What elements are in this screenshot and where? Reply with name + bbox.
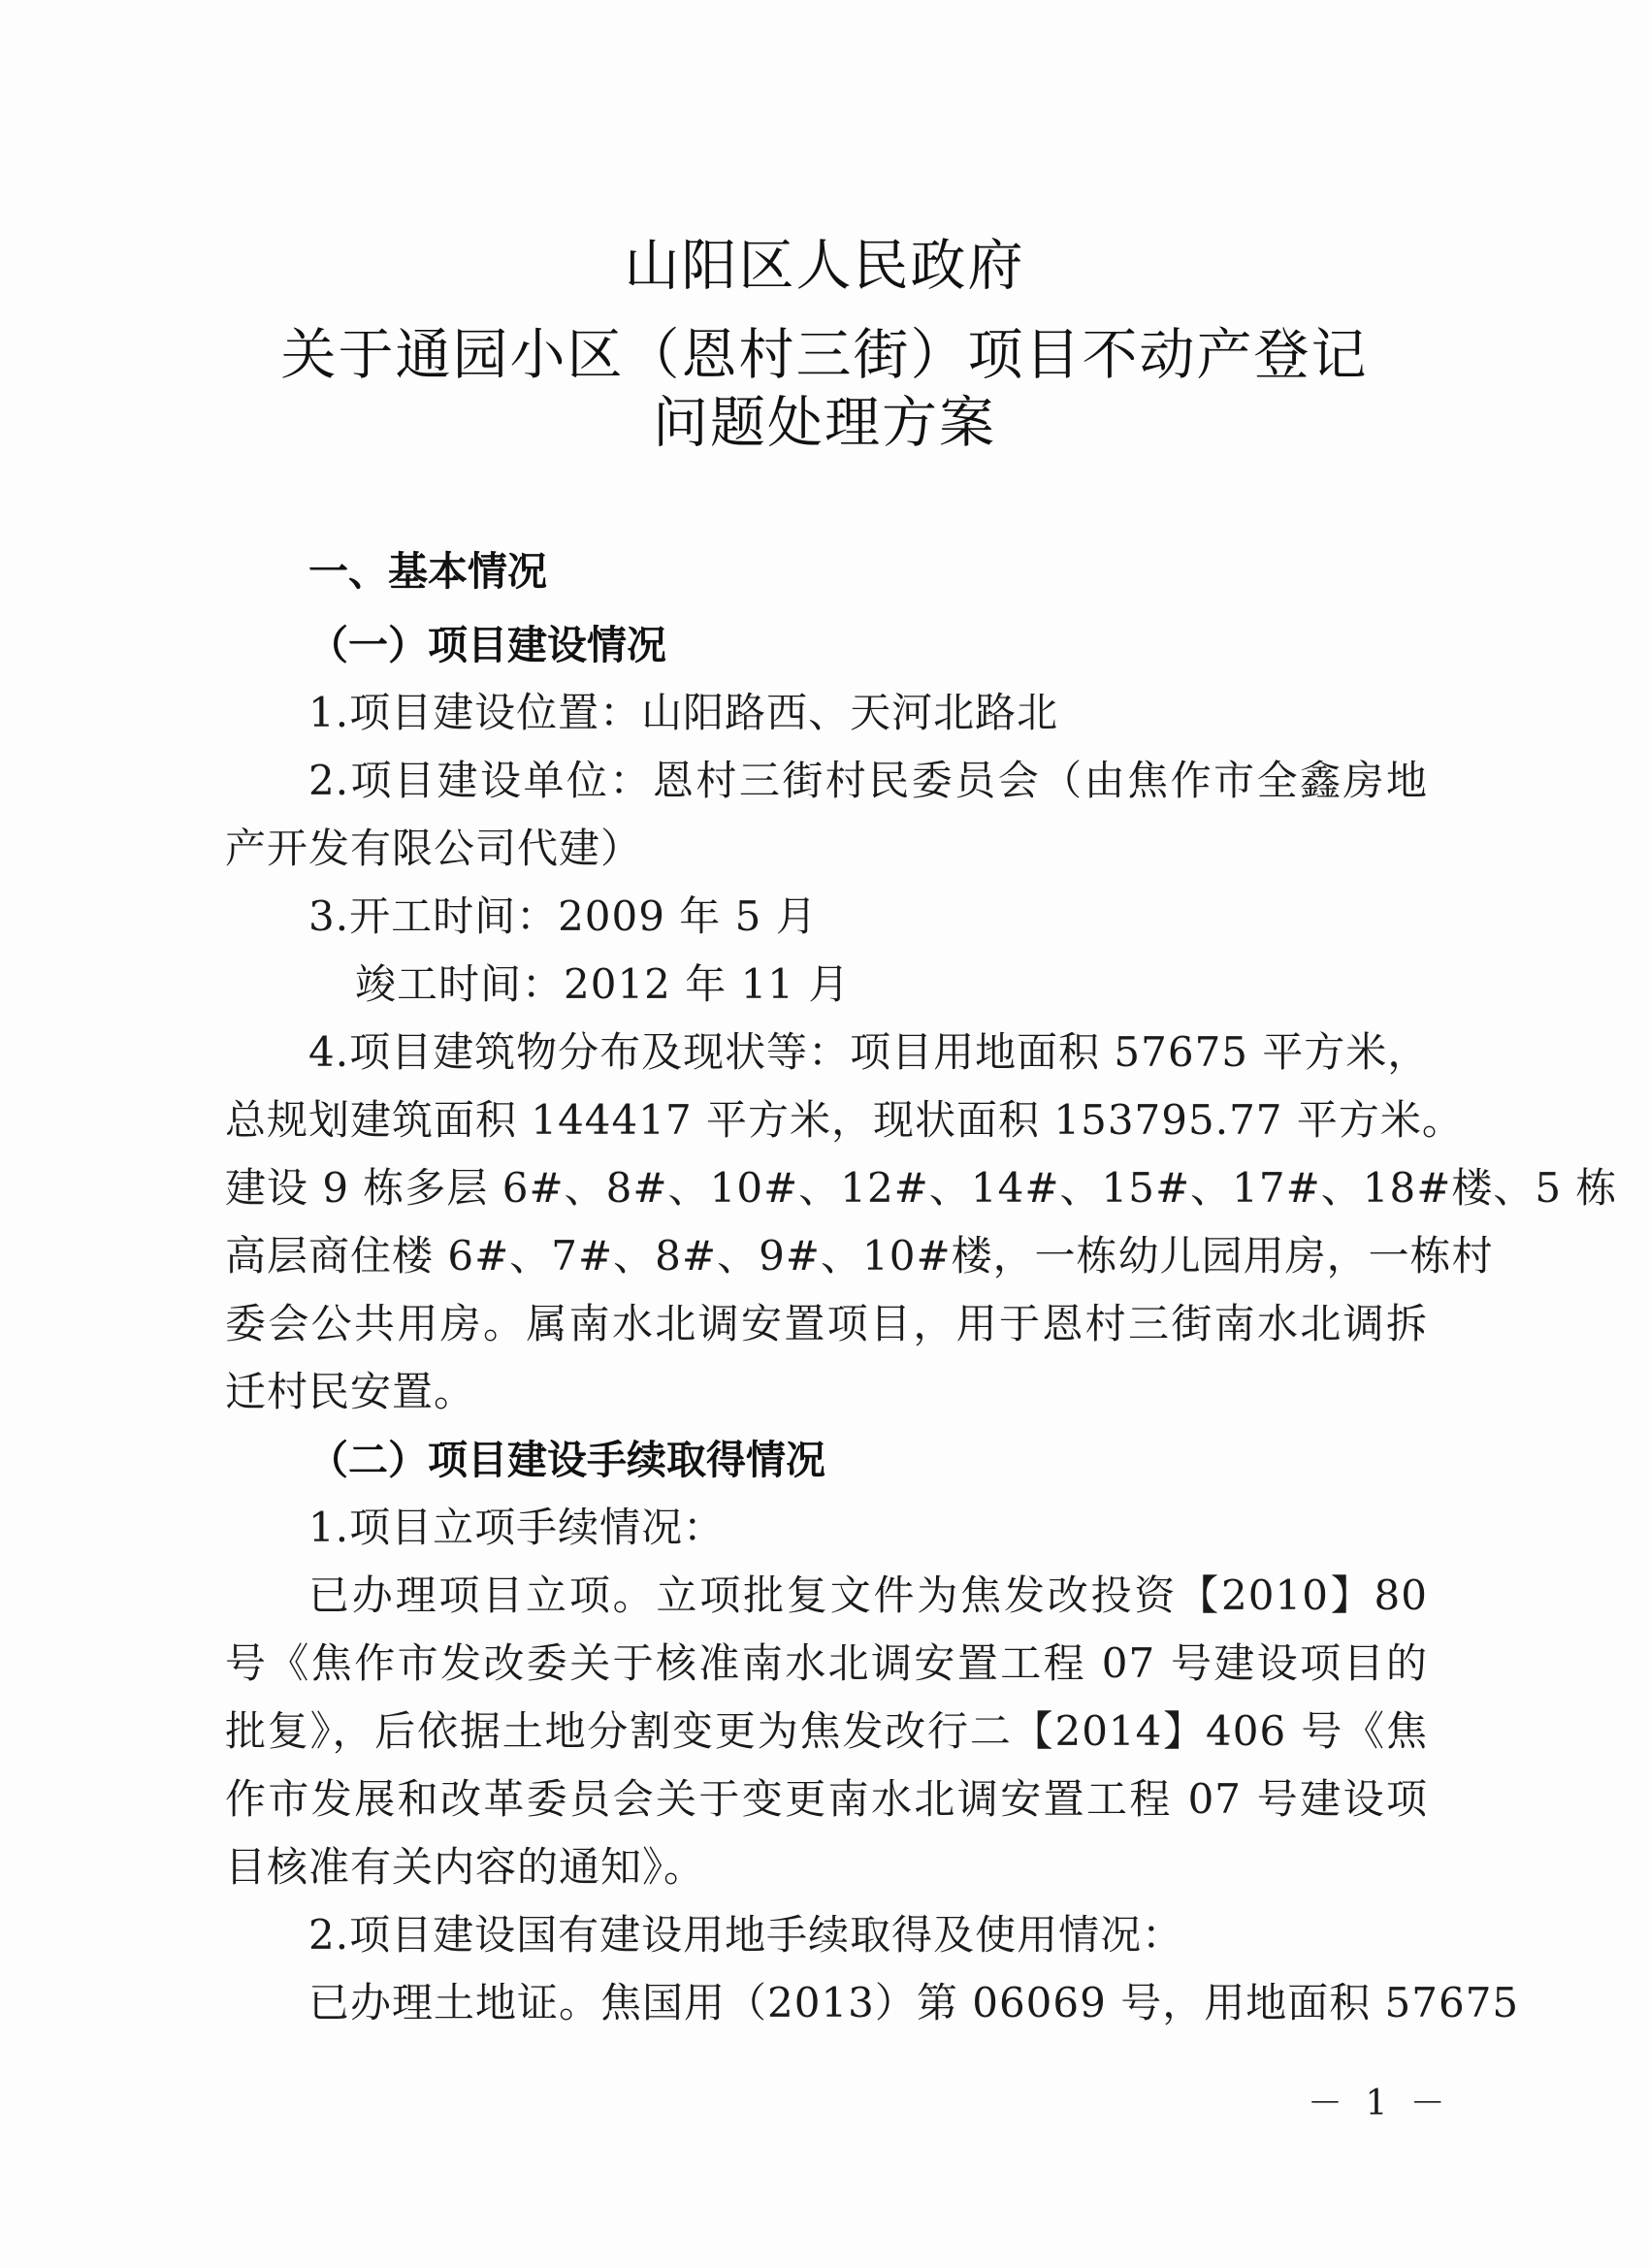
paragraph-line: 目核准有关内容的通知》。 [225,1843,706,1891]
paragraph-line: 高层商住楼 6#、7#、8#、9#、10#楼，一栋幼儿园用房，一栋村 [225,1232,1494,1280]
subsection-heading-procedures: （二）项目建设手续取得情况 [308,1437,825,1483]
paragraph-line: 1.项目建设位置：山阳路西、天河北路北 [308,689,1059,736]
paragraph-line: 批复》，后依据土地分割变更为焦发改行二【2014】406 号《焦 [225,1707,1428,1755]
paragraph-line: 产开发有限公司代建） [225,825,643,872]
page-number: － 1 － [1308,2084,1451,2123]
paragraph-line: 建设 9 栋多层 6#、8#、10#、12#、14#、15#、17#、18#楼、5 栋 [225,1164,1618,1212]
paragraph-line: 已办理土地证。焦国用（2013）第 06069 号，用地面积 57675 [308,1979,1520,2026]
paragraph-line: 1.项目立项手续情况： [308,1504,726,1551]
paragraph-line: 4.项目建筑物分布及现状等：项目用地面积 57675 平方米， [308,1028,1430,1076]
document-title-line-3: 问题处理方案 [653,391,996,455]
document-title-line-2: 关于通园小区（恩村三街）项目不动产登记 [280,323,1369,387]
document-title-line-1: 山阳区人民政府 [624,234,1025,298]
paragraph-line: 2.项目建设单位：恩村三街村民委员会（由焦作市全鑫房地 [308,757,1428,804]
paragraph-line: 总规划建筑面积 144417 平方米，现状面积 153795.77 平方米。 [225,1096,1464,1144]
paragraph-line: 已办理项目立项。立项批复文件为焦发改投资【2010】80 [308,1571,1428,1619]
paragraph-line: 号《焦作市发改委关于核准南水北调安置工程 07 号建设项目的 [225,1639,1428,1687]
paragraph-line: 3.开工时间：2009 年 5 月 [308,892,818,940]
paragraph-line: 2.项目建设国有建设用地手续取得及使用情况： [308,1911,1184,1959]
section-heading-basic-info: 一、基本情况 [308,548,547,595]
paragraph-line: 作市发展和改革委员会关于变更南水北调安置工程 07 号建设项 [225,1775,1428,1823]
subsection-heading-construction: （一）项目建设情况 [308,622,666,668]
paragraph-line: 委会公共用房。属南水北调安置项目，用于恩村三街南水北调拆 [225,1300,1428,1347]
paragraph-line: 竣工时间：2012 年 11 月 [355,960,851,1008]
paragraph-line: 迁村民安置。 [225,1368,476,1415]
